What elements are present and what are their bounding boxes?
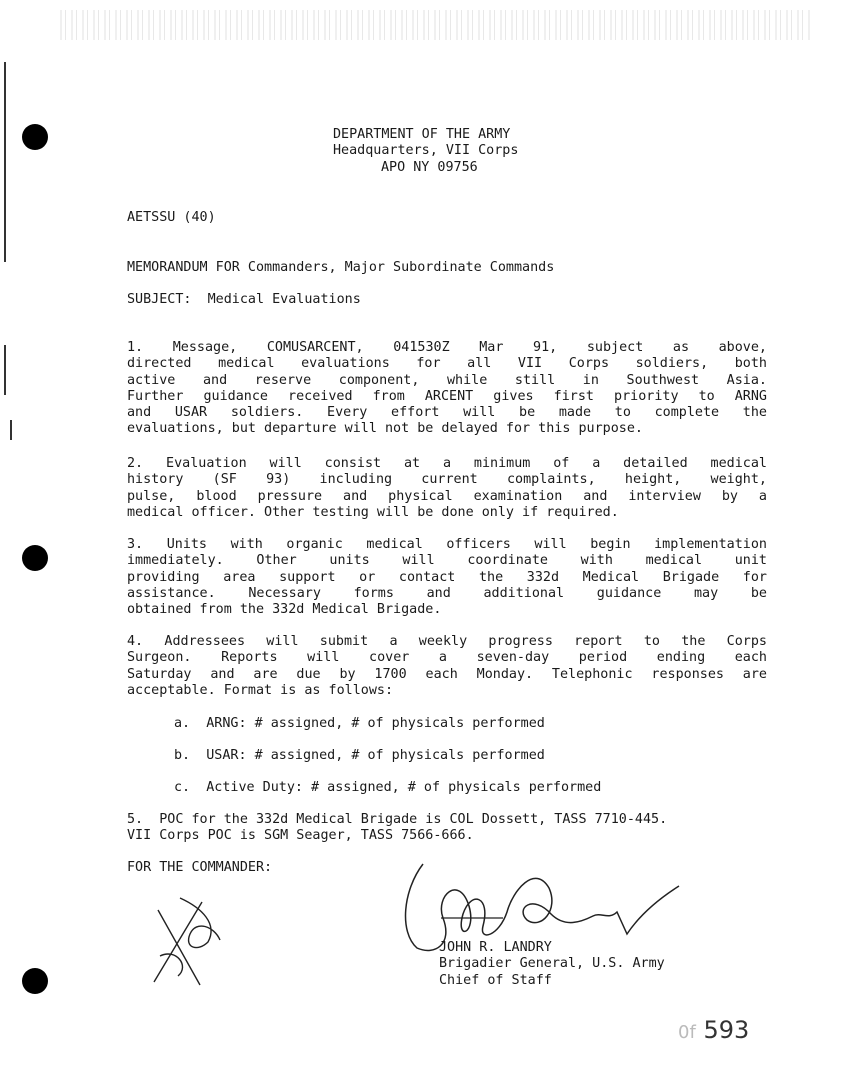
- punch-hole: [22, 968, 48, 994]
- handwritten-initials: [140, 890, 230, 990]
- paragraph-line: evaluations, but departure will not be delayed for this purpose.: [127, 421, 643, 437]
- letterhead-department: DEPARTMENT OF THE ARMY: [333, 127, 511, 142]
- paragraph-line: obtained from the 332d Medical Brigade.: [127, 602, 442, 618]
- paragraph-line: 4. Addressees will submit a weekly progress report to the Corps: [127, 634, 767, 649]
- paragraph-line: acceptable. Format is as follows:: [127, 682, 394, 698]
- paragraph-line: 1. Message, COMUSARCENT, 041530Z Mar 91, subject as above,: [127, 340, 767, 355]
- paragraph-line: history (SF 93) including current complaints, height, weight,: [127, 472, 767, 488]
- paragraph-line: and USAR soldiers. Every effort will be made to complete the: [127, 405, 767, 421]
- paragraph-line: assistance. Necessary forms and additional guidance may be: [127, 585, 767, 601]
- letterhead: [333, 127, 518, 176]
- scan-edge-line: [10, 420, 12, 440]
- format-item-active-duty: c. Active Duty: # assigned, # of physicals performed: [174, 780, 602, 795]
- punch-hole: [22, 124, 48, 150]
- punch-hole: [22, 545, 48, 571]
- paragraph-line: 5. POC for the 332d Medical Brigade is COL Dossett, TASS 7710-445.: [127, 812, 668, 827]
- paragraph-line: Surgeon. Reports will cover a seven-day period ending each: [127, 650, 767, 666]
- subject-line: SUBJECT: Medical Evaluations: [127, 292, 361, 307]
- paragraph-line: VII Corps POC is SGM Seager, TASS 7566-666.: [127, 828, 474, 844]
- page-number-faint: 0f: [678, 1022, 696, 1043]
- memo-for-line: MEMORANDUM FOR Commanders, Major Subordinate Commands: [127, 260, 555, 275]
- paragraph-line: Saturday and are due by 1700 each Monday. Telephonic responses are: [127, 666, 767, 682]
- paragraph-line: medical officer. Other testing will be done only if required.: [127, 504, 619, 520]
- signer-name: JOHN R. LANDRY: [439, 940, 552, 955]
- paragraph-2: [127, 456, 767, 521]
- closing-line: FOR THE COMMANDER:: [127, 860, 273, 875]
- signer-rank: Brigadier General, U.S. Army: [439, 956, 665, 972]
- letterhead-address: APO NY 09756: [381, 159, 478, 175]
- paragraph-line: providing area support or contact the 332d Medical Brigade for: [127, 569, 767, 585]
- paragraph-line: pulse, blood pressure and physical examination and interview by a: [127, 488, 767, 504]
- office-symbol: AETSSU (40): [127, 210, 216, 225]
- letterhead-headquarters: Headquarters, VII Corps: [333, 143, 519, 159]
- paragraph-5: [127, 812, 767, 845]
- paragraph-line: 3. Units with organic medical officers will begin implementation: [127, 537, 767, 552]
- paragraph-line: immediately. Other units will coordinate with medical unit: [127, 553, 767, 569]
- signature-block: [439, 940, 665, 989]
- paragraph-1: [127, 340, 767, 438]
- signer-position: Chief of Staff: [439, 972, 552, 988]
- format-item-usar: b. USAR: # assigned, # of physicals performed: [174, 748, 545, 763]
- paragraph-line: Further guidance received from ARCENT gives first priority to ARNG: [127, 388, 767, 404]
- page-number: [678, 1016, 749, 1044]
- scan-edge-line: [4, 62, 6, 262]
- paragraph-4: [127, 634, 767, 699]
- scan-edge-line: [4, 345, 6, 395]
- paragraph-line: directed medical evaluations for all VII Corps soldiers, both: [127, 356, 767, 372]
- paragraph-line: active and reserve component, while still in Southwest Asia.: [127, 372, 767, 388]
- paragraph-3: [127, 537, 767, 618]
- format-item-arng: a. ARNG: # assigned, # of physicals performed: [174, 716, 545, 731]
- paragraph-line: 2. Evaluation will consist at a minimum of a detailed medical: [127, 456, 767, 471]
- page-number-main: 593: [703, 1016, 750, 1044]
- scan-noise-strip: [60, 10, 810, 40]
